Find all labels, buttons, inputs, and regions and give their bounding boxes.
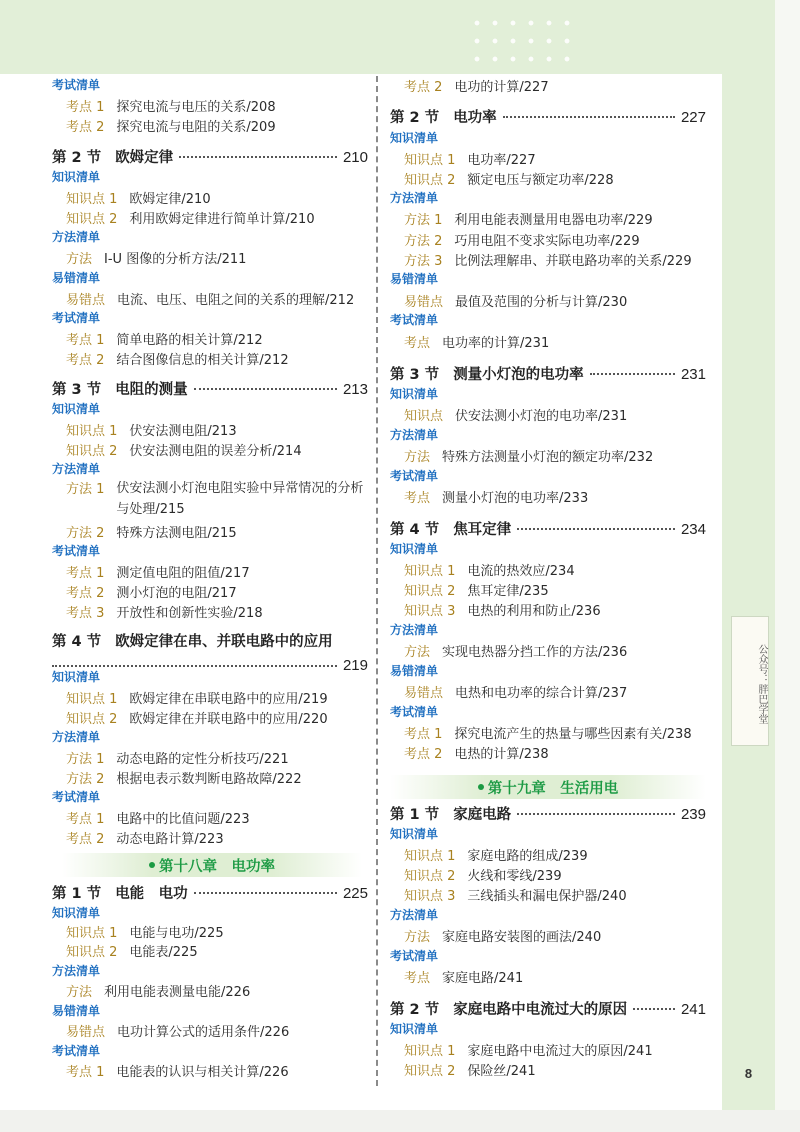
entry-text: 电功率/227 <box>467 153 536 168</box>
toc-entry[interactable] <box>66 708 328 727</box>
section-title: 家庭电路 <box>453 807 512 823</box>
entry-text: 动态电路计算/223 <box>116 832 224 847</box>
entry-label: 知识点 1 <box>66 424 118 439</box>
entry-label: 知识点 2 <box>404 584 456 599</box>
section-heading[interactable] <box>52 378 368 399</box>
entry-text: I-U 图像的分析方法/211 <box>104 252 247 267</box>
toc-entry[interactable] <box>66 1061 289 1080</box>
toc-entry[interactable] <box>404 641 627 660</box>
entry-label: 考点 1 <box>66 566 105 581</box>
toc-entry[interactable] <box>66 582 237 601</box>
entry-text: 根据电表示数判断电路故障/222 <box>116 772 302 787</box>
entry-label: 知识点 2 <box>404 173 456 188</box>
section-title: 电阻的测量 <box>115 382 188 398</box>
section-title: 家庭电路中电流过大的原因 <box>453 1002 628 1018</box>
entry-text: 特殊方法测量小灯泡的额定功率/232 <box>442 450 654 465</box>
entry-label: 知识点 2 <box>66 444 118 459</box>
toc-entry[interactable] <box>66 208 315 227</box>
entry-label: 知识点 <box>404 409 444 424</box>
category-label: 易错清单 <box>52 1004 101 1018</box>
entry-label: 考点 <box>404 336 431 351</box>
section-heading[interactable] <box>390 518 706 539</box>
section-page: 227 <box>680 109 706 126</box>
entry-label: 知识点 2 <box>66 712 118 727</box>
entry-label: 考点 1 <box>66 100 105 115</box>
toc-entry[interactable] <box>66 688 328 707</box>
category-label: 知识清单 <box>52 402 101 416</box>
toc-entry[interactable] <box>66 602 263 621</box>
category-label: 知识清单 <box>52 906 101 920</box>
entry-text: 欧姆定律/210 <box>129 192 211 207</box>
entry-text: 探究电流与电阻的关系/209 <box>116 120 276 135</box>
entry-label: 方法 <box>66 985 93 1000</box>
entry-text: 家庭电路/241 <box>442 971 524 986</box>
entry-text: 电功计算公式的适用条件/226 <box>117 1025 290 1040</box>
category-label: 方法清单 <box>52 964 101 978</box>
entry-text: 电功的计算/227 <box>454 80 549 95</box>
category-label: 考试清单 <box>52 78 101 92</box>
leader-dots <box>517 812 675 815</box>
category-label: 考试清单 <box>52 544 101 558</box>
category-label: 考试清单 <box>52 790 101 804</box>
category-label: 易错清单 <box>52 271 101 285</box>
toc-entry[interactable] <box>404 743 549 762</box>
toc-entry[interactable] <box>66 248 246 267</box>
side-strip <box>722 0 775 1110</box>
entry-text: 欧姆定律在并联电路中的应用/220 <box>129 712 328 727</box>
category-label: 知识清单 <box>390 131 439 145</box>
category-label: 考试清单 <box>52 311 101 325</box>
entry-label: 方法 <box>404 930 431 945</box>
toc-entry[interactable] <box>404 250 692 269</box>
entry-label: 方法 1 <box>66 482 105 497</box>
section-number: 第 4 节 <box>390 522 440 538</box>
chapter-title: 第十八章 电功率 <box>159 858 275 875</box>
entry-label: 知识点 1 <box>404 153 456 168</box>
header-band <box>0 0 775 78</box>
entry-text: 电流的热效应/234 <box>467 564 575 579</box>
leader-dots <box>52 664 337 667</box>
entry-text: 最值及范围的分析与计算/230 <box>455 295 628 310</box>
entry-label: 考点 1 <box>66 812 105 827</box>
entry-text: 电热的利用和防止/236 <box>467 604 601 619</box>
entry-text: 探究电流与电压的关系/208 <box>116 100 276 115</box>
entry-label: 方法 2 <box>66 526 105 541</box>
entry-label: 方法 2 <box>66 772 105 787</box>
category-label: 方法清单 <box>52 230 101 244</box>
entry-label: 方法 <box>404 450 431 465</box>
section-number: 第 2 节 <box>390 110 440 126</box>
toc-entry[interactable] <box>404 76 549 95</box>
entry-label: 方法 <box>66 252 93 267</box>
category-label: 易错清单 <box>390 272 439 286</box>
entry-text: 简单电路的相关计算/212 <box>116 333 263 348</box>
category-label: 方法清单 <box>390 623 439 637</box>
entry-label: 知识点 1 <box>404 849 456 864</box>
toc-entry[interactable] <box>404 291 627 310</box>
section-number: 第 3 节 <box>52 382 102 398</box>
chapter-banner[interactable] <box>390 775 706 799</box>
leader-dots <box>503 115 675 118</box>
entry-label: 易错点 <box>404 686 444 701</box>
page-number: 8 <box>744 1066 753 1081</box>
leader-dots <box>194 891 337 894</box>
section-title: 焦耳定律 <box>453 522 512 538</box>
entry-label: 考点 1 <box>66 333 105 348</box>
section-page: 213 <box>342 381 368 398</box>
entry-text: 测量小灯泡的电功率/233 <box>442 491 589 506</box>
entry-label: 易错点 <box>66 1025 106 1040</box>
toc-entry[interactable] <box>404 926 601 945</box>
entry-label: 知识点 3 <box>404 604 456 619</box>
toc-entry[interactable] <box>66 768 302 787</box>
toc-entry[interactable] <box>66 420 237 439</box>
toc-entry[interactable] <box>66 1021 289 1040</box>
leader-dots <box>633 1007 675 1010</box>
entry-label: 易错点 <box>66 293 106 308</box>
entry-label: 考点 3 <box>66 606 105 621</box>
entry-label: 知识点 3 <box>404 889 456 904</box>
entry-label: 方法 2 <box>404 234 443 249</box>
entry-text: 电热的计算/238 <box>454 747 549 762</box>
entry-text: 巧用电阻不变求实际电功率/229 <box>454 234 640 249</box>
category-label: 考试清单 <box>390 949 439 963</box>
toc-entry[interactable] <box>66 748 289 767</box>
entry-text: 开放性和创新性实验/218 <box>116 606 263 621</box>
toc-entry[interactable] <box>404 230 640 249</box>
entry-text: 家庭电路的组成/239 <box>467 849 588 864</box>
section-title: 欧姆定律在串、并联电路中的应用 <box>115 634 333 650</box>
category-label: 知识清单 <box>390 1022 439 1036</box>
section-page: 231 <box>680 366 706 383</box>
entry-text: 实现电热器分挡工作的方法/236 <box>442 645 628 660</box>
category-label: 方法清单 <box>52 730 101 744</box>
entry-text: 电功率的计算/231 <box>442 336 550 351</box>
section-heading[interactable] <box>390 106 706 127</box>
toc-entry[interactable] <box>66 440 302 459</box>
entry-text: 探究电流产生的热量与哪些因素有关/238 <box>454 727 692 742</box>
category-label: 知识清单 <box>52 670 101 684</box>
entry-label: 考点 2 <box>66 120 105 135</box>
entry-text: 测定值电阻的阻值/217 <box>116 566 250 581</box>
section-heading[interactable] <box>390 998 706 1019</box>
leader-dots <box>517 527 675 530</box>
category-label: 知识清单 <box>390 542 439 556</box>
section-number: 第 4 节 <box>52 634 102 650</box>
toc-entry[interactable] <box>404 405 627 424</box>
entry-label: 考点 1 <box>66 1065 105 1080</box>
section-page: 234 <box>680 521 706 538</box>
toc-entry[interactable] <box>404 1040 653 1059</box>
toc-entry[interactable] <box>404 580 549 599</box>
toc-entry[interactable] <box>66 96 276 115</box>
entry-text: 比例法理解串、并联电路功率的关系/229 <box>454 254 692 269</box>
toc-entry[interactable] <box>66 922 224 941</box>
toc-entry[interactable] <box>404 845 588 864</box>
entry-text: 三线插头和漏电保护器/240 <box>467 889 627 904</box>
toc-entry[interactable] <box>404 169 614 188</box>
entry-text: 额定电压与额定功率/228 <box>467 173 614 188</box>
entry-label: 知识点 1 <box>66 192 118 207</box>
entry-text: 欧姆定律在串联电路中的应用/219 <box>129 692 328 707</box>
toc-entry[interactable] <box>404 446 653 465</box>
entry-text: 测小灯泡的电阻/217 <box>116 586 237 601</box>
category-label: 考试清单 <box>390 705 439 719</box>
category-label: 方法清单 <box>390 191 439 205</box>
toc-entry[interactable] <box>404 487 588 506</box>
entry-label: 易错点 <box>404 295 444 310</box>
section-title: 测量小灯泡的电功率 <box>453 367 584 383</box>
toc-entry[interactable] <box>404 560 575 579</box>
entry-text: 焦耳定律/235 <box>467 584 549 599</box>
entry-text: 利用电能表测量电能/226 <box>104 985 251 1000</box>
toc-entry[interactable] <box>66 941 198 960</box>
section-page: 225 <box>342 885 368 902</box>
section-title: 电能 电功 <box>115 886 188 902</box>
entry-label: 知识点 2 <box>66 212 118 227</box>
section-number: 第 3 节 <box>390 367 440 383</box>
entry-label: 知识点 1 <box>404 564 456 579</box>
section-number: 第 1 节 <box>52 886 102 902</box>
section-page: 219 <box>342 657 368 674</box>
side-tag: 公众号：胖巴学堂 <box>731 616 769 746</box>
entry-text: 伏安法测电阻/213 <box>129 424 237 439</box>
toc-entry[interactable] <box>66 289 354 308</box>
category-label: 方法清单 <box>390 908 439 922</box>
entry-text: 火线和零线/239 <box>467 869 562 884</box>
dot-pattern <box>468 14 578 70</box>
section-title: 电功率 <box>453 110 497 126</box>
chapter-banner[interactable] <box>62 853 362 877</box>
entry-text: 结合图像信息的相关计算/212 <box>116 353 289 368</box>
toc-entry[interactable] <box>66 981 250 1000</box>
toc-entry[interactable] <box>66 188 211 207</box>
toc-entry[interactable] <box>66 329 263 348</box>
toc-entry[interactable] <box>66 808 250 827</box>
column-divider <box>376 76 378 1086</box>
entry-label: 知识点 2 <box>66 945 118 960</box>
leader-dots <box>194 387 337 390</box>
leader-dots <box>179 155 337 158</box>
section-heading[interactable] <box>390 803 706 824</box>
toc-entry[interactable] <box>66 522 237 541</box>
entry-text: 电能表/225 <box>129 945 198 960</box>
section-page: 241 <box>680 1001 706 1018</box>
entry-text: 伏安法测小灯泡电阻实验中异常情况的分析与处理/215 <box>116 481 364 517</box>
section-page: 239 <box>680 806 706 823</box>
section-heading[interactable] <box>390 363 706 384</box>
toc-entry[interactable] <box>66 478 366 520</box>
toc-entry[interactable] <box>66 349 289 368</box>
section-heading[interactable] <box>52 882 368 903</box>
leader-dots <box>590 372 675 375</box>
toc-entry[interactable] <box>66 116 276 135</box>
category-label: 易错清单 <box>390 664 439 678</box>
section-number: 第 2 节 <box>52 150 102 166</box>
category-label: 方法清单 <box>52 462 101 476</box>
entry-label: 考点 2 <box>404 80 443 95</box>
category-label: 考试清单 <box>52 1044 101 1058</box>
entry-label: 考点 1 <box>404 727 443 742</box>
chapter-title: 第十九章 生活用电 <box>487 780 619 797</box>
entry-text: 家庭电路中电流过大的原因/241 <box>467 1044 653 1059</box>
entry-label: 知识点 1 <box>404 1044 456 1059</box>
entry-label: 考点 2 <box>66 832 105 847</box>
entry-text: 电路中的比值问题/223 <box>116 812 250 827</box>
entry-label: 方法 <box>404 645 431 660</box>
entry-label: 知识点 2 <box>404 1064 456 1079</box>
entry-text: 特殊方法测电阻/215 <box>116 526 237 541</box>
toc-entry[interactable] <box>404 149 536 168</box>
category-label: 知识清单 <box>390 827 439 841</box>
toc-entry[interactable] <box>404 209 653 228</box>
entry-text: 家庭电路安装图的画法/240 <box>442 930 602 945</box>
toc-entry[interactable] <box>404 1060 536 1079</box>
category-label: 考试清单 <box>390 313 439 327</box>
entry-text: 保险丝/241 <box>467 1064 536 1079</box>
toc-entry[interactable] <box>404 332 549 351</box>
section-page: 210 <box>342 149 368 166</box>
bottom-shade <box>0 1110 800 1132</box>
section-number: 第 1 节 <box>390 807 440 823</box>
entry-text: 利用欧姆定律进行简单计算/210 <box>129 212 315 227</box>
toc-entry[interactable] <box>66 828 224 847</box>
toc-entry[interactable] <box>404 885 627 904</box>
entry-label: 知识点 1 <box>66 926 118 941</box>
bullet-icon <box>478 784 484 790</box>
category-label: 知识清单 <box>52 170 101 184</box>
entry-label: 考点 <box>404 491 431 506</box>
entry-text: 电热和电功率的综合计算/237 <box>455 686 628 701</box>
toc-entry[interactable] <box>66 562 250 581</box>
bullet-icon <box>149 862 155 868</box>
entry-label: 方法 1 <box>404 213 443 228</box>
entry-text: 动态电路的定性分析技巧/221 <box>116 752 289 767</box>
entry-text: 伏安法测小灯泡的电功率/231 <box>455 409 628 424</box>
toc-entry[interactable] <box>404 723 692 742</box>
category-label: 方法清单 <box>390 428 439 442</box>
entry-label: 考点 2 <box>66 353 105 368</box>
entry-text: 利用电能表测量用电器电功率/229 <box>454 213 653 228</box>
category-label: 考试清单 <box>390 469 439 483</box>
section-title: 欧姆定律 <box>115 150 174 166</box>
entry-label: 考点 2 <box>404 747 443 762</box>
entry-label: 考点 <box>404 971 431 986</box>
section-number: 第 2 节 <box>390 1002 440 1018</box>
entry-label: 知识点 2 <box>404 869 456 884</box>
toc-entry[interactable] <box>404 600 601 619</box>
toc-entry[interactable] <box>404 865 562 884</box>
entry-text: 电流、电压、电阻之间的关系的理解/212 <box>117 293 355 308</box>
entry-label: 知识点 1 <box>66 692 118 707</box>
entry-label: 方法 1 <box>66 752 105 767</box>
toc-entry[interactable] <box>404 682 627 701</box>
right-margin <box>775 0 800 1132</box>
category-label: 知识清单 <box>390 387 439 401</box>
toc-entry[interactable] <box>404 967 523 986</box>
entry-text: 电能表的认识与相关计算/226 <box>116 1065 289 1080</box>
entry-text: 伏安法测电阻的误差分析/214 <box>129 444 302 459</box>
section-heading[interactable] <box>52 146 368 167</box>
entry-label: 方法 3 <box>404 254 443 269</box>
entry-text: 电能与电功/225 <box>129 926 224 941</box>
entry-label: 考点 2 <box>66 586 105 601</box>
